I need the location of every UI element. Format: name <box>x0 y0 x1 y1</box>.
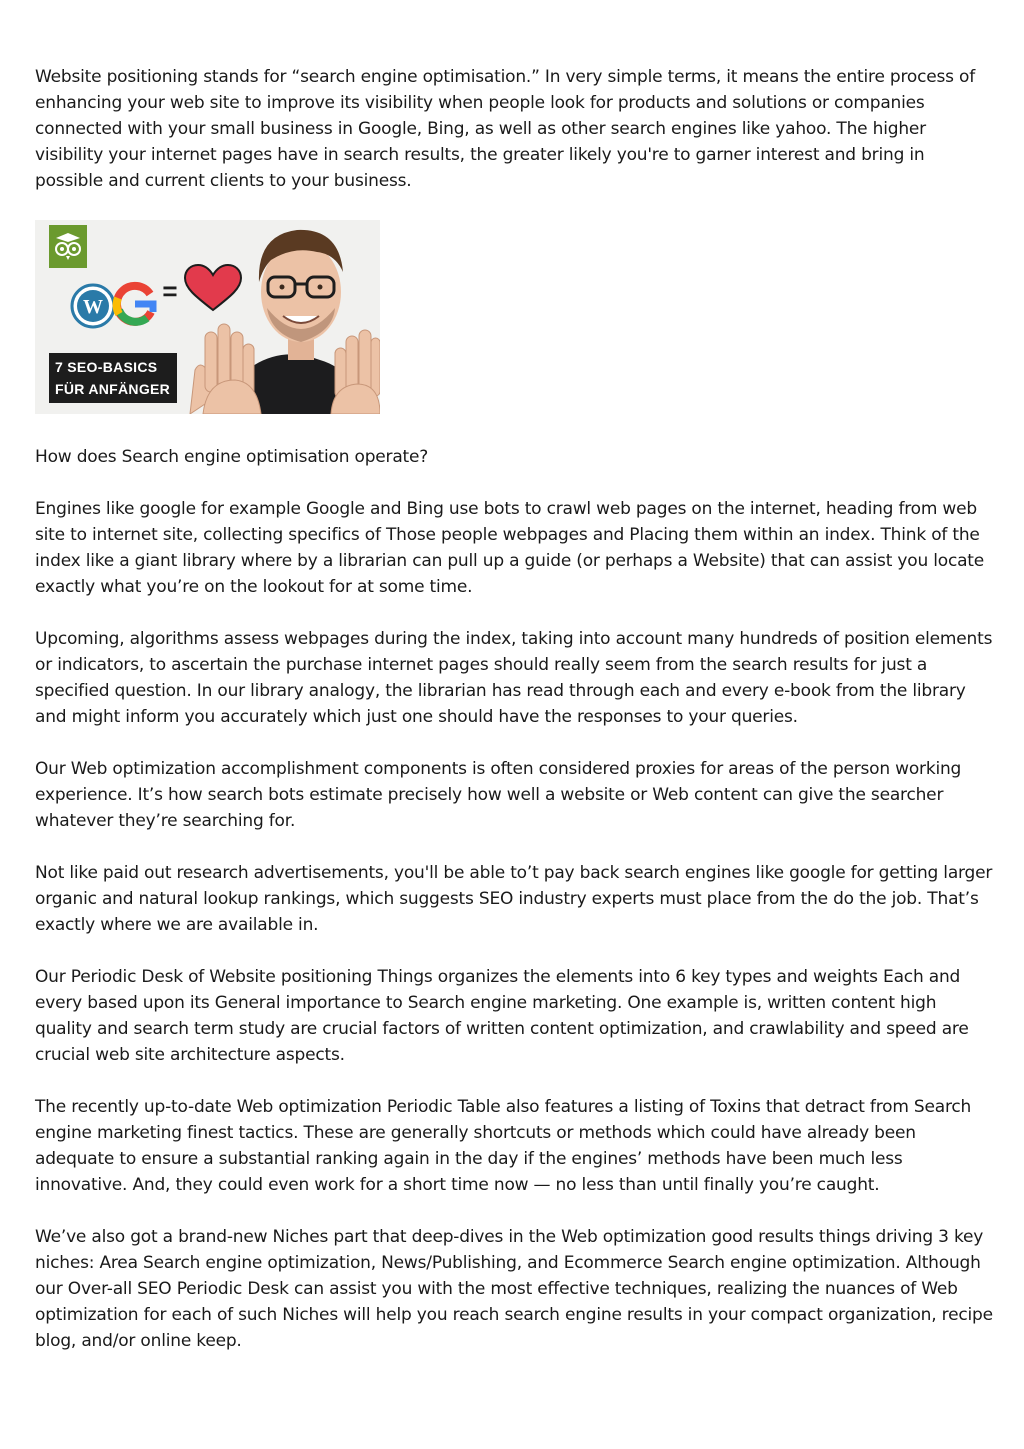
paragraph: Engines like google for example Google and Bing use bots to crawl web pages on the internet, heading from web site to internet site, collecting specifics of Those people webpages and Placing them within an index. Think of the index like a giant library where by a librarian can pull up a guide (or perhaps a Website) that can assist you locate exactly what you’re on the lookout for at some time. <box>35 499 985 597</box>
seo-basics-thumbnail <box>35 220 380 414</box>
intro-paragraph: Website positioning stands for “search engine optimisation.” In very simple terms, it means the entire process of enhancing your web site to improve its visibility when people look for products and solutions or companies connected with your small business in Google, Bing, as well as other search engines like yahoo. The higher visibility your internet pages have in search results, the greater likely you're to garner interest and bring in possible and current clients to your business. <box>35 67 976 191</box>
paragraph: The recently up-to-date Web optimization Periodic Table also features a listing of Toxins that detract from Search engine marketing finest tactics. These are generally shortcuts or methods which could have already been adequate to ensure a substantial ranking again in the day if the engines’ methods have been much less innovative. And, they could even work for a short time now — no less than until finally you’re caught. <box>35 1097 972 1195</box>
wordpress-icon <box>72 285 114 327</box>
paragraph: Upcoming, algorithms assess webpages during the index, taking into account many hundreds of position elements or indicators, to ascertain the purchase internet pages should really seem from the search results for just a specified question. In our library analogy, the librarian has read through each and every e-book from the library and might inform you accurately which just one should have the responses to your queries. <box>35 629 993 727</box>
paragraph: Our Periodic Desk of Website positioning Things organizes the elements into 6 key types and weights Each and every based upon its General importance to Search engine marketing. One example is, written content high quality and search term study are crucial factors of written content optimization, and crawlability and speed are crucial web site architecture aspects. <box>35 967 969 1065</box>
article <box>35 64 995 1380</box>
paragraph: Not like paid out research advertisements, you'll be able to’t pay back search engines like google for getting larger organic and natural lookup rankings, which suggests SEO industry experts must place from the do the job. That’s exactly where we are available in. <box>35 863 993 935</box>
badge-line-1: 7 SEO-BASICS <box>55 359 158 375</box>
owl-logo-icon <box>49 225 87 268</box>
seo-basics-badge <box>49 353 177 403</box>
paragraph: Our Web optimization accomplishment components is often considered proxies for areas of the person working experience. It’s how search bots estimate precisely how well a website or Web content can give the searcher whatever they’re searching for. <box>35 759 962 831</box>
equals-sign: = <box>162 276 178 306</box>
svg-text:W: W <box>83 296 103 318</box>
question-heading: How does Search engine optimisation operate? <box>35 447 429 467</box>
paragraph: We’ve also got a brand-new Niches part that deep-dives in the Web optimization good results things driving 3 key niches: Area Search engine optimization, News/Publishing, and Ecommerce Search engine optimization. Although our Over-all SEO Periodic Desk can assist you with the most effective techniques, realizing the nuances of Web optimization for each of such Niches will help you reach search engine results in your compact organization, recipe blog, and/or online keep. <box>35 1227 993 1351</box>
badge-line-2: FÜR ANFÄNGER <box>55 381 171 397</box>
